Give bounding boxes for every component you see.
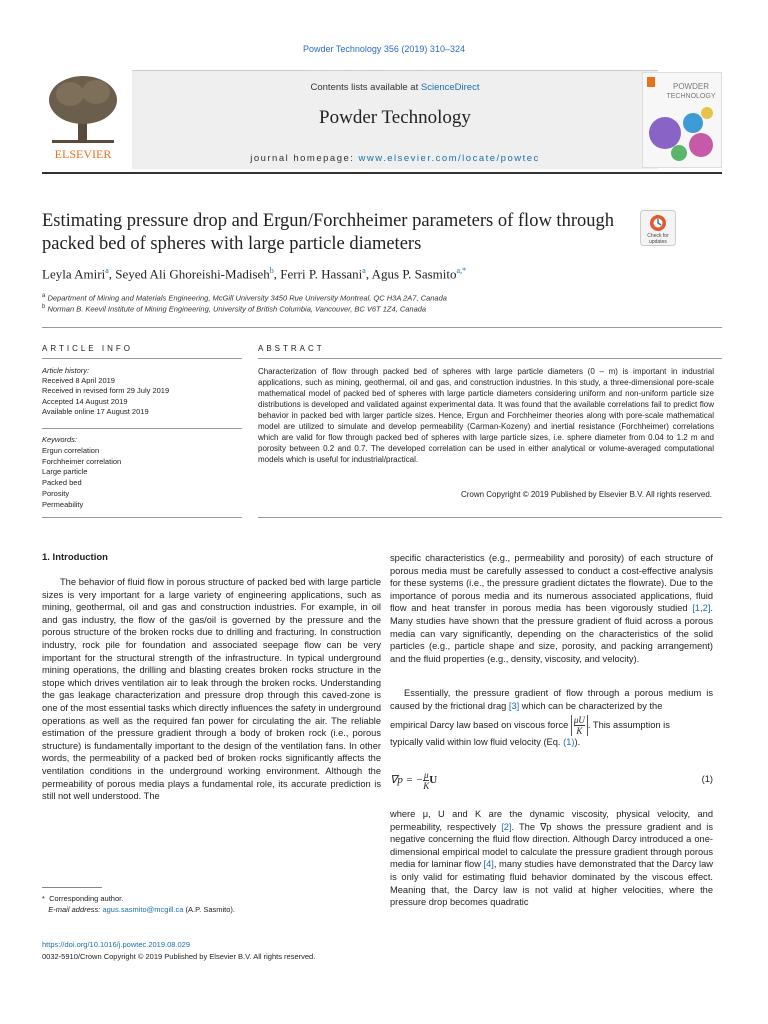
author-list: Leyla Amiri$^a$, Seyed Ali Ghoreishi-Madiseh$^b$, Ferri P. Hassani$^a$, Agus P. Sasmito$^{a,*}$ <box>42 266 467 282</box>
author-affil[interactable]: a <box>362 266 366 275</box>
body-paragraph: Essentially, the pressure gradient of flow through a porous medium is caused by the frictional drag [3] which can be characterized by the <box>390 688 713 711</box>
journal-cover-thumbnail[interactable] <box>642 72 722 168</box>
keyword-item: Forchheimer correlation <box>42 456 122 466</box>
affiliation-rule <box>42 327 722 328</box>
check-label-2: updates <box>649 239 667 245</box>
history-item: Received 8 April 2019 <box>42 376 115 386</box>
keyword-item: Packed bed <box>42 478 82 488</box>
history-rule <box>42 428 242 429</box>
citation-link[interactable]: [4] <box>483 859 494 870</box>
citation-link[interactable]: [2] <box>501 821 512 832</box>
journal-masthead <box>42 70 722 168</box>
body-line: typically valid within low fluid velocity (Eq. (1)). <box>390 737 581 747</box>
equation-number: (1) <box>701 774 713 784</box>
elsevier-wordmark: ELSEVIER <box>54 147 112 161</box>
author-affil[interactable]: a,* <box>456 266 467 275</box>
keyword-item: Ergun correlation <box>42 445 100 455</box>
body-paragraph: where μ, U and K are the dynamic viscosity, physical velocity, and permeability, respectively [2]. The ∇p shows the pressure gradient and is negative concerning the fluid flow direction. Although Darcy introduced a one-dimensional empirical model to calculate the pressure gradient through porous media for laminar flow [4], many studies have demonstrated that the Darcy law is only valid for estimating fluid behavior dominated by the viscous effect. Meaning that, the Darcy law is not valid at higher velocities, where the pressure drop becomes quadratic <box>390 809 714 908</box>
sciencedirect-link[interactable]: ScienceDirect <box>420 82 480 93</box>
check-for-updates-badge[interactable] <box>640 210 676 246</box>
homepage-link[interactable]: www.elsevier.com/locate/powtec <box>358 153 540 164</box>
author-name[interactable]: Leyla Amiri <box>42 266 106 282</box>
keywords <box>42 435 242 511</box>
abstract-heading: ABSTRACT <box>258 344 325 353</box>
citation-link[interactable]: [1,2] <box>692 603 711 614</box>
keywords-label: Keywords: <box>42 435 78 444</box>
contents-line: Contents lists available at ScienceDirect <box>310 82 480 93</box>
citation-link[interactable]: [3] <box>508 700 520 711</box>
journal-homepage: journal homepage: www.elsevier.com/locate/powtec <box>250 153 540 164</box>
paper-title: Estimating pressure drop and Ergun/Forchheimer parameters of flow through packed bed of spheres with large particle diameters <box>42 211 614 254</box>
abstract-end-rule <box>258 517 722 518</box>
abstract-body: Characterization of flow through packed bed of spheres with large particle diameters (0 – m) is important in industrial applications, such as mining, geothermal, oil and gas, and construction industries. In this study, a three-dimensional pore-scale mathematical model of packed bed of spheres with large particle diameters considering uniform and non-uniform particle size distributions is developed and validated against experimental data. It was found that the available correlations fail to predict flow behavior in packed bed with larger particle sizes. Hence, Ergun and Forchheimer theories along with pore-scale mathematical model are utilized to simulate and develop permeability (Carman-Kozeny) and inertial resistance (Forchheimer) correlations which are valid for flow through packed bed of spheres with large particle sizes, i.e. sphere diameter from 0.04 to 1.2 m and porosity between 0.2 and 0.7. The developed correlation can be used in either analytical or volume-averaged computational models which is useful for industrial/practical. <box>258 367 714 464</box>
author-name[interactable]: Agus P. Sasmito <box>371 266 457 282</box>
author-name[interactable]: Seyed Ali Ghoreishi-Madiseh <box>115 266 270 282</box>
article-info-heading: ARTICLE INFO <box>42 344 133 353</box>
history-item: Available online 17 August 2019 <box>42 406 149 416</box>
cover-title-1: POWDER <box>673 82 709 91</box>
footnote-rule <box>42 887 102 888</box>
masthead-rule <box>42 172 722 174</box>
history-item: Received in revised form 29 July 2019 <box>42 386 170 396</box>
keyword-item: Large particle <box>42 467 88 477</box>
body-paragraph: specific characteristics (e.g., permeability and porosity) of each structure of porous media must be carefully assessed to conduct a cost-effective analysis for these systems (i.e., the pressure gradient dictates the flowrate). Due to the importance of porous media and its numerous associated applications, fluid flow and heat transfer in porous media has been vigorously studied [1,2]. Many studies have shown that the pressure gradient of fluid across a porous media can vary significantly, depending on the characteristics of the solid particles (e.g., particle shape and size, porosity, and packing arrangement) and the fluid properties (e.g., density, viscosity, and velocity). <box>390 553 713 664</box>
article-history <box>42 366 242 417</box>
affiliation-a: $^a$ Department of Mining and Materials Engineering, McGill University 3450 Rue University Montreal, QC H3A 2A7, Canada <box>42 293 447 303</box>
body-line-with-fraction: empirical Darcy law based on viscous force $\frac{\mu U}{K}$. This assumption is <box>390 715 670 736</box>
section-heading: 1. Introduction <box>42 552 108 563</box>
check-label-1: Check for <box>647 233 669 239</box>
cover-title-2: TECHNOLOGY <box>666 93 716 100</box>
history-item: Accepted 14 August 2019 <box>42 396 128 406</box>
equation-link[interactable]: (1) <box>563 737 575 747</box>
equation-1 <box>390 770 713 792</box>
running-head[interactable]: Powder Technology 356 (2019) 310–324 <box>303 44 465 54</box>
affiliation-b: $^b$ Norman B. Keevil Institute of Mining Engineering, University of British Columbia, Vancouver, BC V6T 1Z4, Canada <box>42 304 427 314</box>
author-name[interactable]: Ferri P. Hassani <box>280 266 363 282</box>
issn-line: 0032-5910/Crown Copyright © 2019 Published by Elsevier B.V. All rights reserved. <box>42 952 316 961</box>
viscous-force-fraction: $\frac{\mu U}{K}$ <box>571 715 588 736</box>
author-affil[interactable]: a <box>105 266 109 275</box>
doi-link[interactable]: https://doi.org/10.1016/j.powtec.2019.08.029 <box>42 940 191 949</box>
abstract-rule <box>258 358 722 359</box>
abstract-copyright: Crown Copyright © 2019 Published by Elsevier B.V. All rights reserved. <box>460 490 712 499</box>
email-link[interactable]: agus.sasmito@mcgill.ca <box>102 905 184 914</box>
journal-title: Powder Technology <box>319 107 471 128</box>
keyword-item: Porosity <box>42 488 70 498</box>
equation-body: ∇p = − $\frac{\mu}{K}U$ <box>390 770 438 791</box>
history-label: Article history: <box>42 366 90 375</box>
article-info-rule <box>42 358 242 359</box>
footnote: * Corresponding author. E-mail address: agus.sasmito@mcgill.ca (A.P. Sasmito). <box>42 894 236 914</box>
masthead-center <box>132 70 658 169</box>
keyword-item: Permeability <box>42 499 84 509</box>
author-affil[interactable]: b <box>269 266 274 275</box>
intro-paragraph: The behavior of fluid flow in porous structure of packed bed with large particle sizes is very important for a large variety of engineering applications, such as mining, geothermal, oil and gas and construction industries. For example, in oil and gas industry, the flow of the gas/oil is governed by the pressure and the porous structure of the broken rocks due to drilling and fracturing. In construction industry, rock pile for foundation and associated seepage flow can be very important for the structural strength of the infrastructure. In typical underground mining operations, the drilling and blasting creates broken rocks structure in the stope which drives ventilation air to leak through the broken rocks. Understanding the gas leakage characterization and pressure drop through this caved-zone is one of the most essential tasks which directly influences the safety in underground operations as well as the required fan power for circulating the air. The reliable estimation of the pressure gradient through a body of broken rock (i.e., porous structure) is fundamentally important to the design of the ventilation fans. In other words, the permeability of a packed bed of broken rocks significantly affects the ventilation conditions in the underground working environment. Although the permeability of porous media plays a fundamental role, its accurate prediction is still not well understood. The <box>42 577 381 802</box>
elsevier-logo <box>42 72 124 164</box>
keywords-rule <box>42 517 242 518</box>
